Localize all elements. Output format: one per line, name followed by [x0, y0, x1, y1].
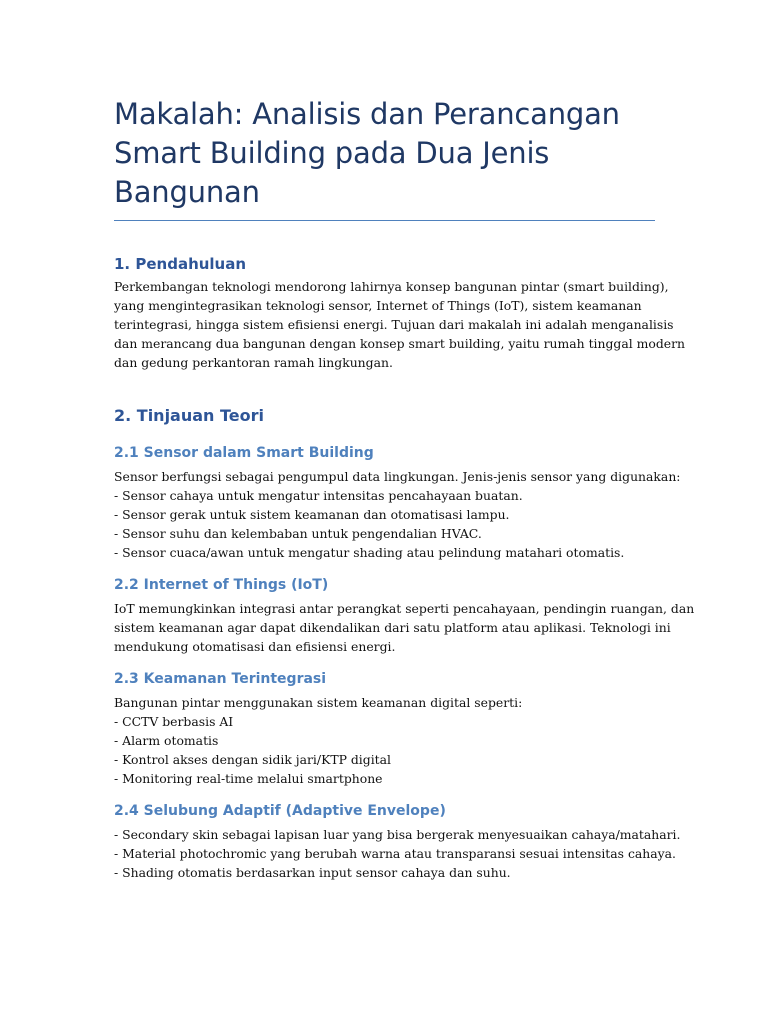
- document-title: [114, 95, 674, 212]
- list-item: - Sensor cahaya untuk mengatur intensitas pencahayaan buatan.: [114, 488, 523, 503]
- text-line: mendukung otomatisasi dan efisiensi energi.: [114, 639, 396, 654]
- text-line: yang mengintegrasikan teknologi sensor, Internet of Things (IoT), sistem keamanan: [114, 298, 642, 313]
- text-line: Perkembangan teknologi mendorong lahirnya konsep bangunan pintar (smart building),: [114, 279, 669, 294]
- list-item: - Material photochromic yang berubah warna atau transparansi sesuai intensitas cahaya.: [114, 846, 676, 861]
- subsection-heading-iot: 2.2 Internet of Things (IoT): [114, 577, 329, 593]
- section-heading-tinjauan-teori: 2. Tinjauan Teori: [114, 406, 265, 425]
- subsection-heading-sensor: 2.1 Sensor dalam Smart Building: [114, 445, 374, 461]
- text-line: dan merancang dua bangunan dengan konsep smart building, yaitu rumah tinggal modern: [114, 336, 686, 351]
- text-line: IoT memungkinkan integrasi antar perangkat seperti pencahayaan, pendingin ruangan, dan: [114, 601, 695, 616]
- paragraph-iot: [114, 599, 695, 656]
- title-line: Bangunan: [114, 175, 260, 209]
- subsection-heading-keamanan: 2.3 Keamanan Terintegrasi: [114, 671, 327, 687]
- paragraph-selubung-adaptif: [114, 825, 681, 882]
- list-item: - Secondary skin sebagai lapisan luar yang bisa bergerak menyesuaikan cahaya/matahari.: [114, 827, 681, 842]
- list-item: - Sensor cuaca/awan untuk mengatur shading atau pelindung matahari otomatis.: [114, 545, 625, 560]
- paragraph-pendahuluan: [114, 277, 686, 372]
- text-line: Sensor berfungsi sebagai pengumpul data lingkungan. Jenis-jenis sensor yang digunakan:: [114, 469, 681, 484]
- title-line: Makalah: Analisis dan Perancangan: [114, 97, 620, 131]
- paragraph-sensor: [114, 467, 681, 562]
- list-item: - Sensor suhu dan kelembaban untuk pengendalian HVAC.: [114, 526, 482, 541]
- subsection-heading-selubung-adaptif: 2.4 Selubung Adaptif (Adaptive Envelope): [114, 803, 446, 819]
- list-item: - Shading otomatis berdasarkan input sensor cahaya dan suhu.: [114, 865, 511, 880]
- title-divider: [114, 220, 655, 221]
- text-line: Bangunan pintar menggunakan sistem keamanan digital seperti:: [114, 695, 523, 710]
- text-line: terintegrasi, hingga sistem efisiensi energi. Tujuan dari makalah ini adalah menganalisis: [114, 317, 674, 332]
- paragraph-keamanan: [114, 693, 674, 788]
- list-item: - Alarm otomatis: [114, 733, 219, 748]
- text-line: sistem keamanan agar dapat dikendalikan dari satu platform atau aplikasi. Teknologi ini: [114, 620, 671, 635]
- list-item: - Kontrol akses dengan sidik jari/KTP digital: [114, 752, 391, 767]
- list-item: - Sensor gerak untuk sistem keamanan dan otomatisasi lampu.: [114, 507, 510, 522]
- text-line: dan gedung perkantoran ramah lingkungan.: [114, 355, 393, 370]
- list-item: - Monitoring real-time melalui smartphone: [114, 771, 383, 786]
- section-heading-pendahuluan: 1. Pendahuluan: [114, 255, 247, 273]
- title-line: Smart Building pada Dua Jenis: [114, 136, 550, 170]
- list-item: - CCTV berbasis AI: [114, 714, 234, 729]
